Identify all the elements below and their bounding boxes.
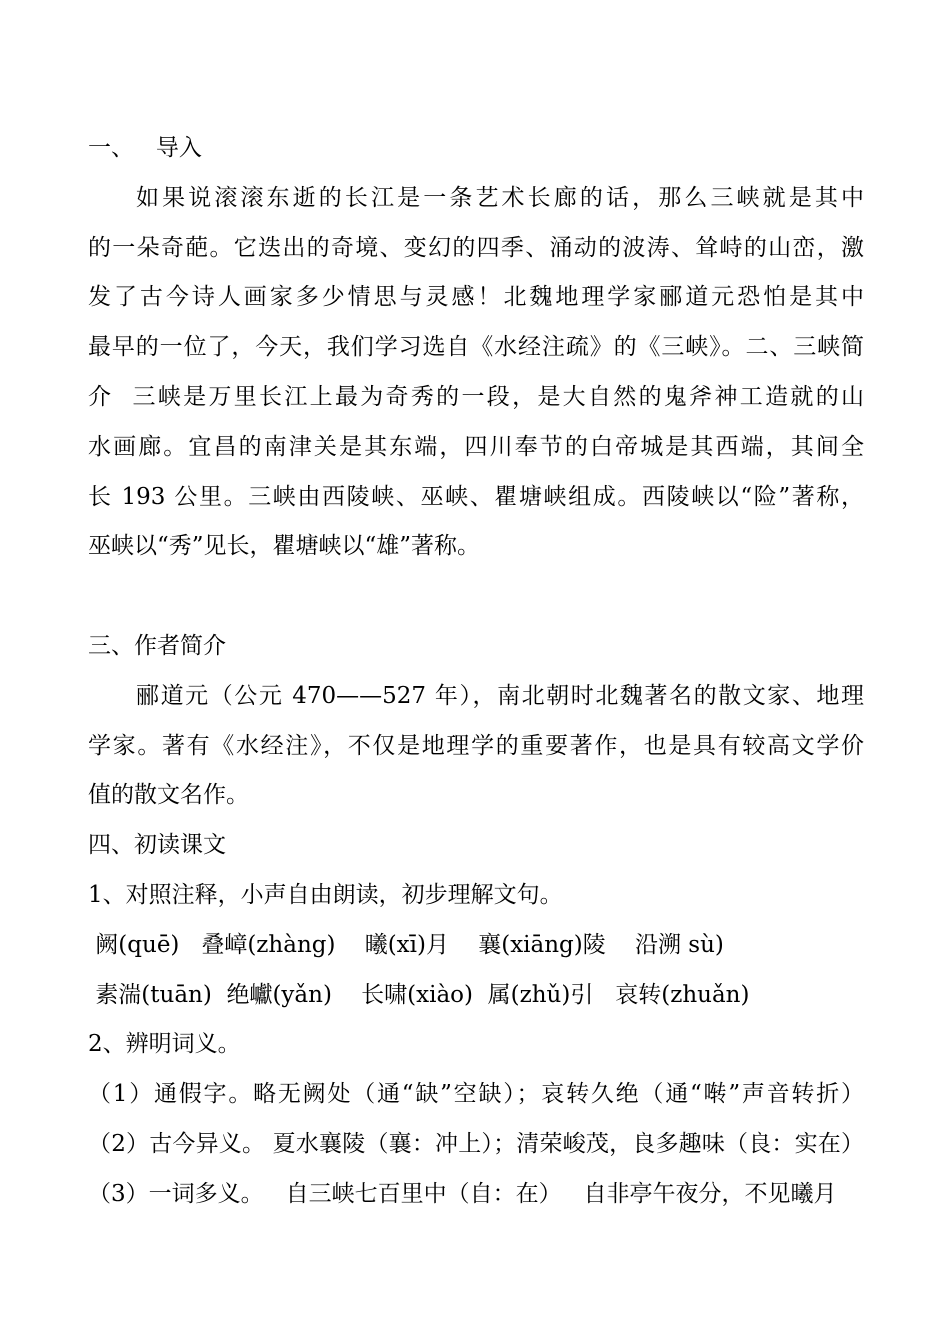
paragraph-line: 如果说滚滚东逝的长江是一条艺术长廊的话，那么三峡就是其中 bbox=[136, 184, 864, 211]
sub-item: （2）古今异义。 夏水襄陵（襄：冲上）；清荣峻茂，良多趣味（良：实在） bbox=[88, 1130, 864, 1157]
list-item: 1、对照注释，小声自由朗读，初步理解文句。 bbox=[88, 881, 563, 908]
section-heading-author: 三、作者简介 bbox=[88, 632, 226, 659]
pinyin-row: 素湍(tuān) 绝巘(yǎn) 长啸(xiào) 属(zhǔ)引 哀转(zhuǎn) bbox=[88, 981, 750, 1008]
paragraph-line: 介 三峡是万里长江上最为奇秀的一段，是大自然的鬼斧神工造就的山 bbox=[88, 383, 864, 410]
paragraph-line: 水画廊。宜昌的南津关是其东端，四川奉节的白帝城是其西端，其间全 bbox=[88, 433, 864, 460]
paragraph-line: 长 193 公里。三峡由西陵峡、巫峡、瞿塘峡组成。西陵峡以“险”著称， bbox=[88, 483, 864, 510]
paragraph-line: 最早的一位了，今天，我们学习选自《水经注疏》的《三峡》。二、三峡简 bbox=[88, 334, 864, 361]
paragraph-line: 值的散文名作。 bbox=[88, 782, 249, 809]
document-page bbox=[88, 124, 864, 1220]
section-heading-reading: 四、初读课文 bbox=[88, 832, 226, 859]
section-heading-intro: 一、 导入 bbox=[88, 135, 202, 161]
list-item: 2、辨明词义。 bbox=[88, 1031, 241, 1058]
paragraph-line: 巫峡以“秀”见长，瞿塘峡以“雄”著称。 bbox=[88, 533, 481, 560]
paragraph-line: 学家。著有《水经注》，不仅是地理学的重要著作，也是具有较高文学价 bbox=[88, 732, 864, 759]
paragraph-line: 的一朵奇葩。它迭出的奇境、变幻的四季、涌动的波涛、耸峙的山峦，激 bbox=[88, 234, 864, 261]
paragraph-line: 郦道元（公元 470——527 年），南北朝时北魏著名的散文家、地理 bbox=[136, 682, 864, 709]
sub-item: （1）通假字。略无阙处（通“缺”空缺）；哀转久绝（通“啭”声音转折） bbox=[88, 1081, 864, 1108]
blank-line bbox=[88, 572, 864, 622]
sub-item: （3）一词多义。 自三峡七百里中（自：在） 自非亭午夜分，不见曦月 bbox=[88, 1180, 837, 1207]
paragraph-line: 发了古今诗人画家多少情思与灵感！北魏地理学家郦道元恐怕是其中 bbox=[88, 284, 864, 311]
pinyin-row: 阙(quē) 叠嶂(zhàng) 曦(xī)月 襄(xiāng)陵 沿溯 sù) bbox=[88, 931, 724, 958]
